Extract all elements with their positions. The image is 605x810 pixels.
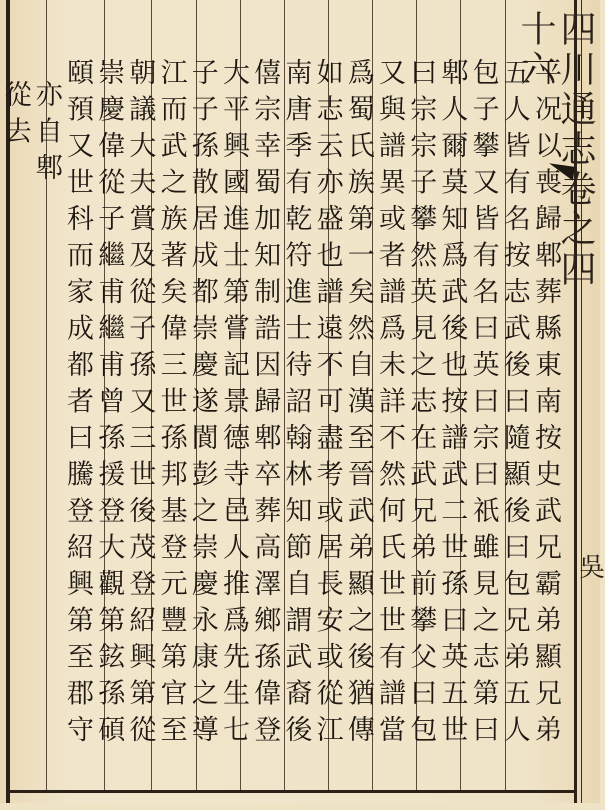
text-column: 南唐季有乾符進士待詔翰林知節自謂武裔後	[280, 58, 312, 752]
margin-title: 四川通志卷之四十六	[515, 10, 596, 290]
text-column: 包子攀又皆有名曰英曰宗曰祇雖見之志第曰	[467, 58, 499, 752]
text-column: 爲蜀氏族第一矣然自漢至晉武弟顯之後猶傳	[342, 58, 374, 752]
text-column: 頤預又世科而家成都者曰騰登紹興第至郡守	[62, 58, 93, 752]
bottom-border	[6, 790, 577, 793]
text-column: 大平興國進士第嘗記景德寺邑人推爲先生七	[218, 58, 249, 752]
text-column: 江而武之族著矣偉三世孫邦基登元豐第官至	[155, 58, 187, 752]
text-column: 僖宗幸蜀加知制誥因歸郫卒葬高澤鄉孫偉登	[249, 58, 281, 752]
text-column: 崇慶偉從子繼甫繼甫曾孫援登大觀第鉉孫碩	[93, 58, 125, 752]
text-column: 從去	[0, 80, 31, 153]
text-column: 子子孫散居成都崇慶遂閬彭之崇慶永康之導	[186, 58, 218, 752]
text-column: 又與譜異或者譜爲未詳不然何氏世世有譜當	[374, 58, 405, 752]
leaf-number: 吳	[579, 553, 605, 583]
text-column: 朝議大夫賞及從子孫又三世後茂登紹興第從	[124, 58, 156, 752]
text-column: 平况以喪歸郫葬縣東南按史武兄霸弟顯兄弟	[530, 58, 561, 752]
text-column: 如志云亦盛也譜遠不可盡考或居長安或從江	[311, 58, 343, 752]
text-column: 五人皆有名按志武後曰隨顯後曰包兄弟五人	[498, 58, 530, 752]
text-column: 郫人爾莫知爲武後也按譜武二世孫曰英五世	[436, 58, 468, 752]
text-column: 亦自郫	[30, 80, 62, 190]
text-column: 曰宗宗子攀然英見之志在武兄弟前攀父曰包	[405, 58, 437, 752]
